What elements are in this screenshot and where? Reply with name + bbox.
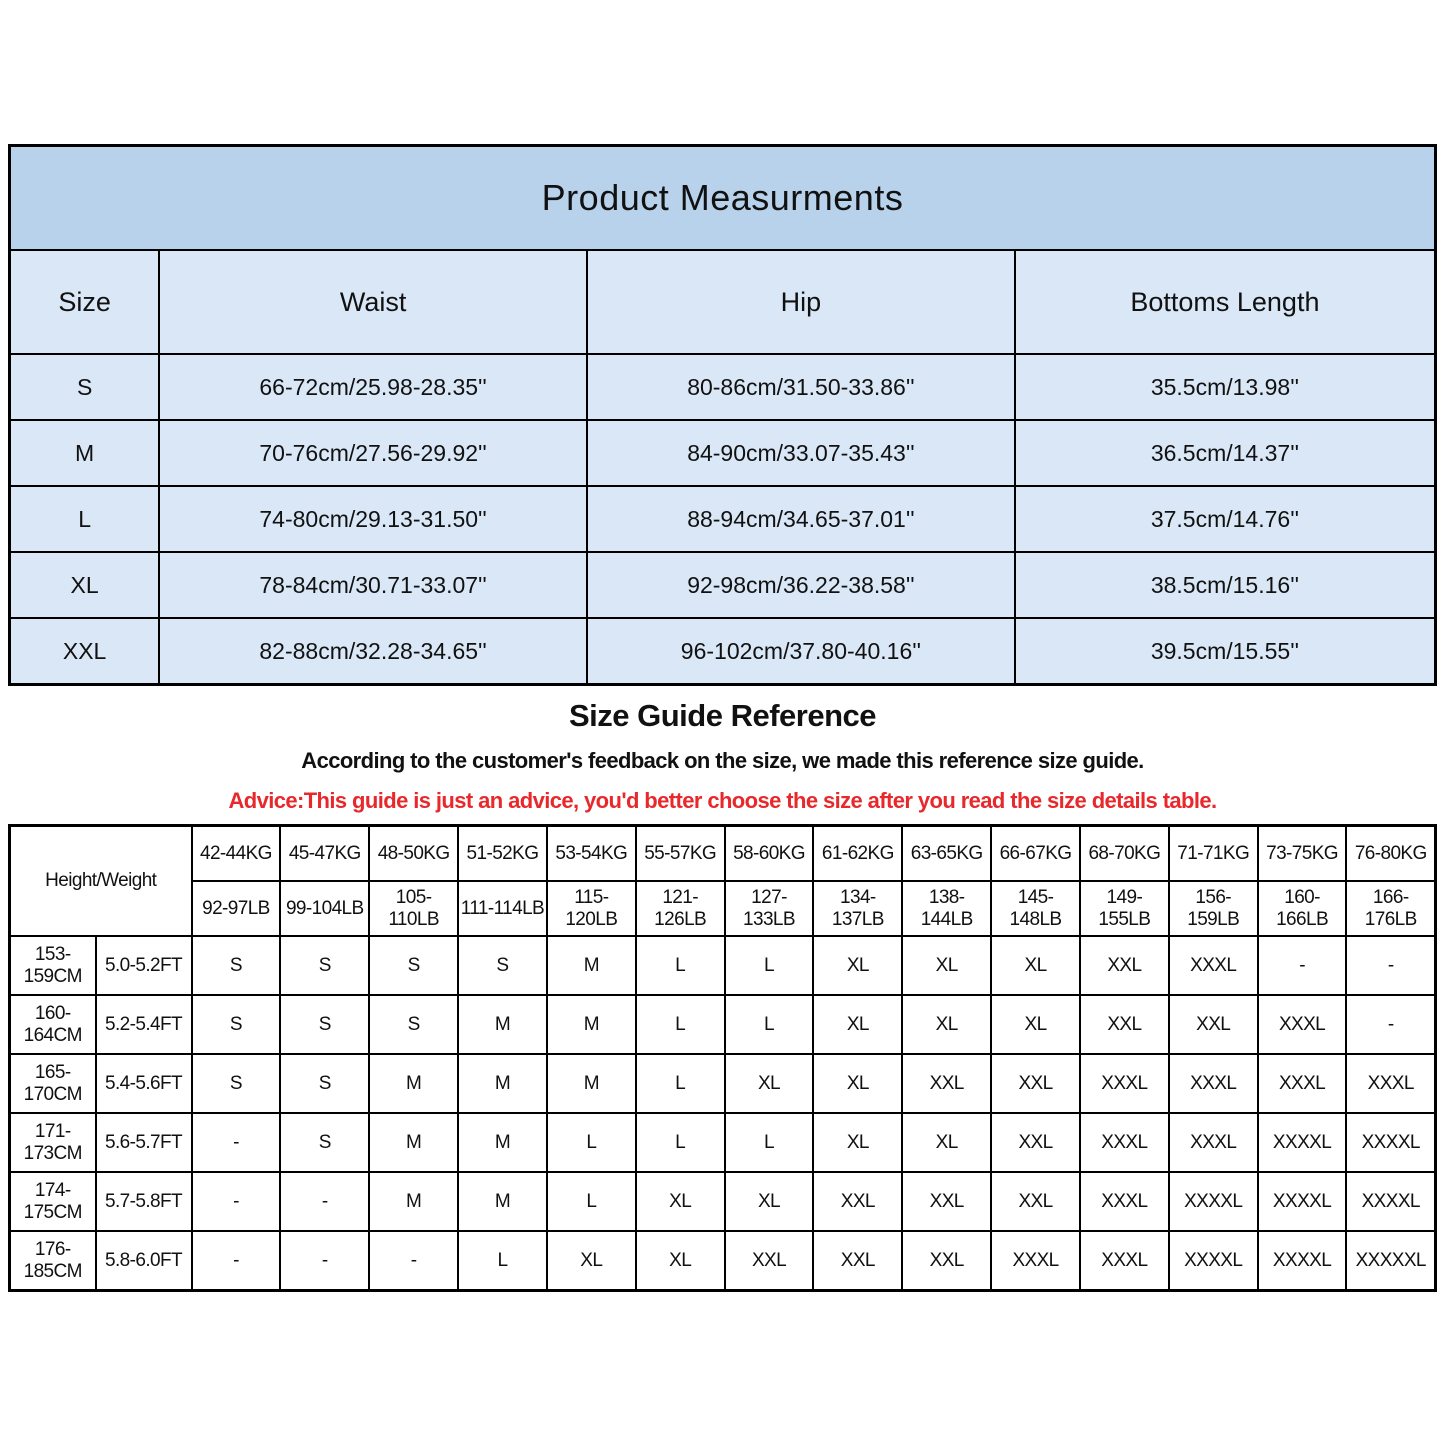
cell-size: XXL — [10, 618, 160, 685]
recommended-size-cell: - — [280, 1172, 369, 1231]
recommended-size-cell: S — [280, 995, 369, 1054]
recommended-size-cell: L — [636, 995, 725, 1054]
recommended-size-cell: S — [280, 936, 369, 995]
measurements-title: Product Measurments — [10, 146, 1436, 251]
height-weight-corner-label: Height/Weight — [10, 826, 192, 937]
size-guide-section — [0, 698, 1445, 814]
cell-hip: 92-98cm/36.22-38.58'' — [587, 552, 1015, 618]
recommended-size-cell: XL — [991, 995, 1080, 1054]
measurement-row — [10, 486, 1436, 552]
size-guide-subtitle: According to the customer's feedback on the size, we made this reference size guide. — [301, 748, 1144, 773]
ref-table-header — [10, 826, 1436, 937]
cell-bottoms-length: 36.5cm/14.37'' — [1015, 420, 1436, 486]
ref-table-row — [10, 936, 1436, 995]
weight-lb-header: 115-120LB — [547, 881, 636, 936]
measurement-row — [10, 618, 1436, 685]
recommended-size-cell: XXXL — [1080, 1231, 1169, 1291]
recommended-size-cell: XL — [902, 995, 991, 1054]
weight-lb-header: 111-114LB — [458, 881, 547, 936]
column-header-size: Size — [10, 250, 160, 354]
recommended-size-cell: XXL — [902, 1054, 991, 1113]
recommended-size-cell: - — [280, 1231, 369, 1291]
recommended-size-cell: XXXL — [1169, 1113, 1258, 1172]
size-guide-reference-table — [8, 824, 1437, 1292]
recommended-size-cell: XL — [813, 936, 902, 995]
weight-kg-header: 53-54KG — [547, 826, 636, 882]
recommended-size-cell: XXXXL — [1258, 1231, 1347, 1291]
recommended-size-cell: XXXXXL — [1346, 1231, 1435, 1291]
cell-hip: 84-90cm/33.07-35.43'' — [587, 420, 1015, 486]
product-measurements-table — [8, 144, 1437, 686]
weight-kg-header: 51-52KG — [458, 826, 547, 882]
weight-lb-header: 138-144LB — [902, 881, 991, 936]
column-header-bottoms-length: Bottoms Length — [1015, 250, 1436, 354]
recommended-size-cell: S — [192, 1054, 281, 1113]
weight-kg-header: 61-62KG — [813, 826, 902, 882]
recommended-size-cell: L — [547, 1172, 636, 1231]
recommended-size-cell: XXL — [1169, 995, 1258, 1054]
weight-lb-header: 99-104LB — [280, 881, 369, 936]
recommended-size-cell: - — [192, 1231, 281, 1291]
recommended-size-cell: L — [636, 1054, 725, 1113]
recommended-size-cell: - — [192, 1113, 281, 1172]
ref-table-body — [10, 936, 1436, 1291]
recommended-size-cell: XXL — [1080, 936, 1169, 995]
recommended-size-cell: - — [1258, 936, 1347, 995]
recommended-size-cell: XL — [991, 936, 1080, 995]
ref-table-row — [10, 995, 1436, 1054]
recommended-size-cell: XXXL — [991, 1231, 1080, 1291]
weight-lb-header: 160-166LB — [1258, 881, 1347, 936]
recommended-size-cell: XXL — [902, 1231, 991, 1291]
weight-kg-header: 73-75KG — [1258, 826, 1347, 882]
height-ft-cell: 5.8-6.0FT — [96, 1231, 192, 1291]
weight-lb-header: 149-155LB — [1080, 881, 1169, 936]
recommended-size-cell: M — [369, 1172, 458, 1231]
recommended-size-cell: XXL — [991, 1113, 1080, 1172]
recommended-size-cell: XXL — [813, 1172, 902, 1231]
recommended-size-cell: L — [725, 1113, 814, 1172]
recommended-size-cell: XXL — [1080, 995, 1169, 1054]
recommended-size-cell: XL — [902, 936, 991, 995]
recommended-size-cell: S — [369, 936, 458, 995]
recommended-size-cell: M — [458, 1172, 547, 1231]
size-guide-advice: Advice:This guide is just an advice, you'd better choose the size after you read the size details table. — [228, 788, 1217, 813]
recommended-size-cell: M — [369, 1054, 458, 1113]
recommended-size-cell: L — [636, 936, 725, 995]
recommended-size-cell: XXXL — [1169, 1054, 1258, 1113]
recommended-size-cell: XXXXL — [1346, 1113, 1435, 1172]
recommended-size-cell: XL — [547, 1231, 636, 1291]
recommended-size-cell: XL — [813, 1113, 902, 1172]
recommended-size-cell: XXXL — [1346, 1054, 1435, 1113]
weight-kg-header: 55-57KG — [636, 826, 725, 882]
recommended-size-cell: M — [458, 995, 547, 1054]
height-cm-cell: 176-185CM — [10, 1231, 96, 1291]
height-cm-cell: 171-173CM — [10, 1113, 96, 1172]
recommended-size-cell: XXXL — [1169, 936, 1258, 995]
measurement-row — [10, 354, 1436, 420]
weight-kg-header: 66-67KG — [991, 826, 1080, 882]
recommended-size-cell: - — [1346, 936, 1435, 995]
weight-kg-header: 76-80KG — [1346, 826, 1435, 882]
recommended-size-cell: XXXXL — [1169, 1231, 1258, 1291]
ref-table-row — [10, 1231, 1436, 1291]
recommended-size-cell: L — [636, 1113, 725, 1172]
cell-bottoms-length: 39.5cm/15.55'' — [1015, 618, 1436, 685]
cell-waist: 74-80cm/29.13-31.50'' — [159, 486, 587, 552]
weight-lb-header: 134-137LB — [813, 881, 902, 936]
measurement-row — [10, 552, 1436, 618]
ref-table-row — [10, 1054, 1436, 1113]
weight-lb-header: 121-126LB — [636, 881, 725, 936]
cell-waist: 70-76cm/27.56-29.92'' — [159, 420, 587, 486]
recommended-size-cell: M — [547, 995, 636, 1054]
weight-lb-header: 166-176LB — [1346, 881, 1435, 936]
ref-header-kg-row — [10, 826, 1436, 882]
recommended-size-cell: XXXXL — [1258, 1172, 1347, 1231]
recommended-size-cell: XL — [813, 1054, 902, 1113]
weight-kg-header: 48-50KG — [369, 826, 458, 882]
height-ft-cell: 5.4-5.6FT — [96, 1054, 192, 1113]
recommended-size-cell: XXXL — [1080, 1054, 1169, 1113]
recommended-size-cell: XXXXL — [1169, 1172, 1258, 1231]
weight-kg-header: 71-71KG — [1169, 826, 1258, 882]
recommended-size-cell: M — [458, 1054, 547, 1113]
weight-kg-header: 45-47KG — [280, 826, 369, 882]
height-ft-cell: 5.6-5.7FT — [96, 1113, 192, 1172]
cell-size: XL — [10, 552, 160, 618]
recommended-size-cell: XXXXL — [1258, 1113, 1347, 1172]
height-cm-cell: 165-170CM — [10, 1054, 96, 1113]
ref-header-lb-row — [10, 881, 1436, 936]
weight-lb-header: 105-110LB — [369, 881, 458, 936]
weight-kg-header: 58-60KG — [725, 826, 814, 882]
recommended-size-cell: XXL — [725, 1231, 814, 1291]
height-ft-cell: 5.0-5.2FT — [96, 936, 192, 995]
size-guide-title: Size Guide Reference — [568, 698, 876, 733]
recommended-size-cell: - — [1346, 995, 1435, 1054]
cell-waist: 82-88cm/32.28-34.65'' — [159, 618, 587, 685]
recommended-size-cell: M — [547, 1054, 636, 1113]
cell-bottoms-length: 37.5cm/14.76'' — [1015, 486, 1436, 552]
recommended-size-cell: XXL — [902, 1172, 991, 1231]
recommended-size-cell: XL — [902, 1113, 991, 1172]
recommended-size-cell: - — [192, 1172, 281, 1231]
cell-size: M — [10, 420, 160, 486]
measurements-title-row — [10, 146, 1436, 251]
height-cm-cell: 153-159CM — [10, 936, 96, 995]
measurements-rows — [10, 354, 1436, 685]
recommended-size-cell: XL — [636, 1231, 725, 1291]
measurement-row — [10, 420, 1436, 486]
recommended-size-cell: S — [192, 995, 281, 1054]
cell-bottoms-length: 35.5cm/13.98'' — [1015, 354, 1436, 420]
recommended-size-cell: XXL — [991, 1172, 1080, 1231]
cell-bottoms-length: 38.5cm/15.16'' — [1015, 552, 1436, 618]
recommended-size-cell: XL — [725, 1054, 814, 1113]
recommended-size-cell: M — [458, 1113, 547, 1172]
recommended-size-cell: L — [547, 1113, 636, 1172]
weight-lb-header: 92-97LB — [192, 881, 281, 936]
weight-lb-header: 127-133LB — [725, 881, 814, 936]
column-header-hip: Hip — [587, 250, 1015, 354]
cell-hip: 96-102cm/37.80-40.16'' — [587, 618, 1015, 685]
height-cm-cell: 160-164CM — [10, 995, 96, 1054]
recommended-size-cell: XL — [725, 1172, 814, 1231]
recommended-size-cell: XXXL — [1258, 995, 1347, 1054]
weight-kg-header: 42-44KG — [192, 826, 281, 882]
recommended-size-cell: XXL — [813, 1231, 902, 1291]
recommended-size-cell: M — [369, 1113, 458, 1172]
recommended-size-cell: S — [280, 1054, 369, 1113]
height-ft-cell: 5.7-5.8FT — [96, 1172, 192, 1231]
weight-lb-header: 156-159LB — [1169, 881, 1258, 936]
recommended-size-cell: - — [369, 1231, 458, 1291]
recommended-size-cell: XXXXL — [1346, 1172, 1435, 1231]
recommended-size-cell: L — [725, 995, 814, 1054]
column-header-waist: Waist — [159, 250, 587, 354]
weight-kg-header: 63-65KG — [902, 826, 991, 882]
recommended-size-cell: S — [369, 995, 458, 1054]
cell-waist: 78-84cm/30.71-33.07'' — [159, 552, 587, 618]
measurements-header-row — [10, 250, 1436, 354]
recommended-size-cell: XXXL — [1080, 1113, 1169, 1172]
recommended-size-cell: XL — [813, 995, 902, 1054]
cell-size: L — [10, 486, 160, 552]
recommended-size-cell: M — [547, 936, 636, 995]
ref-table-row — [10, 1113, 1436, 1172]
recommended-size-cell: S — [458, 936, 547, 995]
weight-lb-header: 145-148LB — [991, 881, 1080, 936]
cell-waist: 66-72cm/25.98-28.35'' — [159, 354, 587, 420]
height-ft-cell: 5.2-5.4FT — [96, 995, 192, 1054]
height-cm-cell: 174-175CM — [10, 1172, 96, 1231]
weight-kg-header: 68-70KG — [1080, 826, 1169, 882]
recommended-size-cell: XL — [636, 1172, 725, 1231]
recommended-size-cell: S — [280, 1113, 369, 1172]
cell-hip: 80-86cm/31.50-33.86'' — [587, 354, 1015, 420]
cell-hip: 88-94cm/34.65-37.01'' — [587, 486, 1015, 552]
recommended-size-cell: XXL — [991, 1054, 1080, 1113]
recommended-size-cell: XXXL — [1080, 1172, 1169, 1231]
recommended-size-cell: S — [192, 936, 281, 995]
recommended-size-cell: XXXL — [1258, 1054, 1347, 1113]
recommended-size-cell: L — [458, 1231, 547, 1291]
recommended-size-cell: L — [725, 936, 814, 995]
ref-table-row — [10, 1172, 1436, 1231]
cell-size: S — [10, 354, 160, 420]
